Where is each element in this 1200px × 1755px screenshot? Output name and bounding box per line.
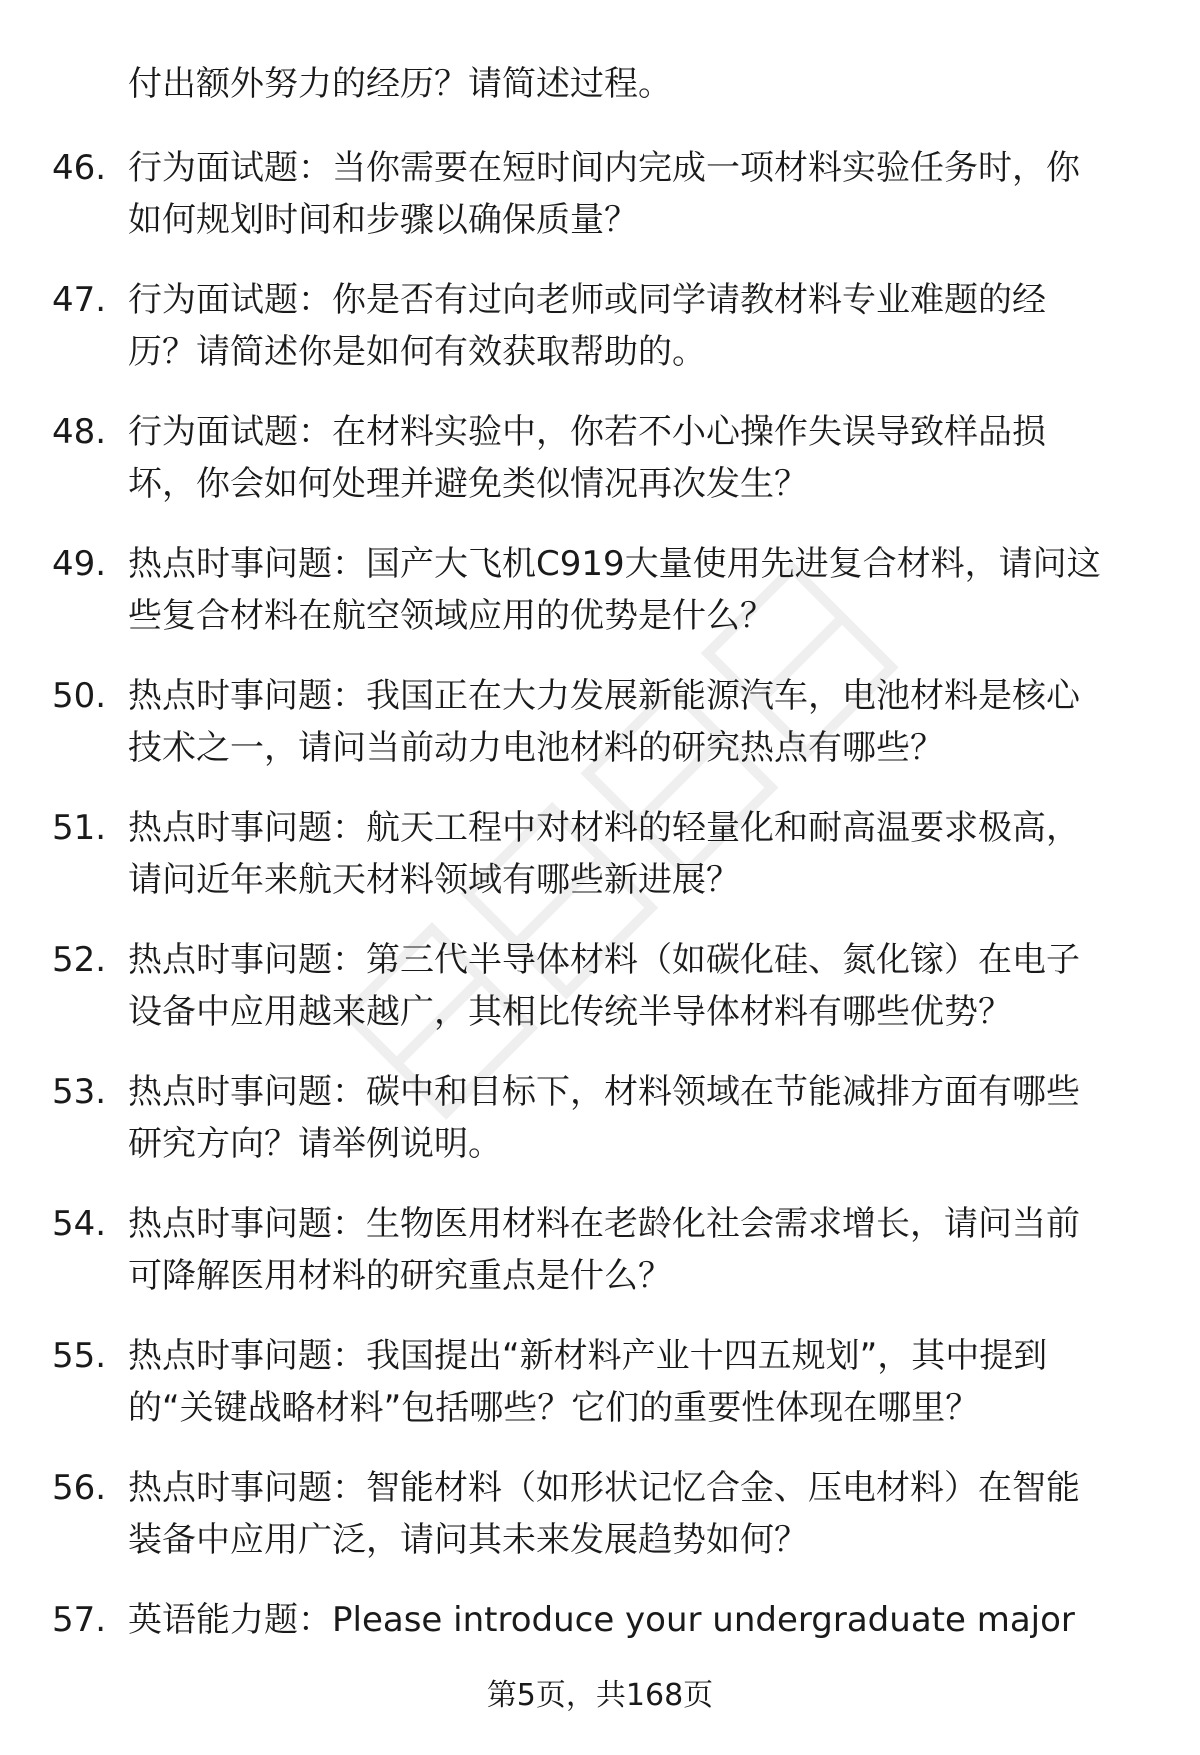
question-text-line: 热点时事问题：生物医用材料在老龄化社会需求增长，请问当前 (128, 1204, 1080, 1244)
question-number: 49. (52, 544, 107, 584)
question-text-line: 热点时事问题：国产大飞机C919大量使用先进复合材料，请问这 (128, 544, 1101, 584)
question-text-line: 装备中应用广泛，请问其未来发展趋势如何？ (128, 1520, 808, 1560)
question-text-line: 可降解医用材料的研究重点是什么？ (128, 1256, 672, 1296)
question-text-line: 设备中应用越来越广，其相比传统半导体材料有哪些优势？ (128, 992, 1012, 1032)
question-number: 57. (52, 1600, 107, 1640)
question-text-line: 技术之一，请问当前动力电池材料的研究热点有哪些？ (128, 728, 944, 768)
question-text-line: 的“关键战略材料”包括哪些？它们的重要性体现在哪里？ (128, 1388, 980, 1428)
question-continuation-text: 付出额外努力的经历？请简述过程。 (128, 64, 672, 104)
question-text-line: 热点时事问题：我国正在大力发展新能源汽车，电池材料是核心 (128, 676, 1080, 716)
question-item (0, 274, 1200, 406)
question-item (0, 802, 1200, 934)
question-number: 46. (52, 148, 107, 188)
question-number: 51. (52, 808, 107, 848)
question-text-line: 热点时事问题：第三代半导体材料（如碳化硅、氮化镓）在电子 (128, 940, 1080, 980)
question-text-line: 英语能力题：Please introduce your undergraduate major (128, 1600, 1075, 1640)
question-text-line: 行为面试题：你是否有过向老师或同学请教材料专业难题的经 (128, 280, 1046, 320)
page-footer: 第5页，共168页 (486, 1678, 714, 1713)
question-number: 52. (52, 940, 107, 980)
question-item (0, 406, 1200, 538)
question-text-line: 坏，你会如何处理并避免类似情况再次发生？ (128, 464, 808, 504)
question-item (0, 1066, 1200, 1198)
question-text-line: 请问近年来航天材料领域有哪些新进展？ (128, 860, 740, 900)
question-text-line: 热点时事问题：碳中和目标下，材料领域在节能减排方面有哪些 (128, 1072, 1080, 1112)
question-text-line: 些复合材料在航空领域应用的优势是什么？ (128, 596, 774, 636)
question-item (0, 670, 1200, 802)
question-text-line: 历？请简述你是如何有效获取帮助的。 (128, 332, 706, 372)
question-text-line: 如何规划时间和步骤以确保质量？ (128, 200, 638, 240)
question-item (0, 934, 1200, 1066)
question-text-line: 行为面试题：当你需要在短时间内完成一项材料实验任务时，你 (128, 148, 1080, 188)
question-number: 54. (52, 1204, 107, 1244)
question-number: 56. (52, 1468, 107, 1508)
question-number: 48. (52, 412, 107, 452)
question-item (0, 538, 1200, 670)
question-text-line: 热点时事问题：我国提出“新材料产业十四五规划”，其中提到 (128, 1336, 1048, 1376)
question-text-line: 研究方向？请举例说明。 (128, 1124, 502, 1164)
question-item (0, 1462, 1200, 1594)
question-number: 53. (52, 1072, 107, 1112)
question-item (0, 1198, 1200, 1330)
question-text-line: 行为面试题：在材料实验中，你若不小心操作失误导致样品损 (128, 412, 1046, 452)
question-item (0, 142, 1200, 274)
question-text-line: 热点时事问题：航天工程中对材料的轻量化和耐高温要求极高， (128, 808, 1080, 848)
question-number: 47. (52, 280, 107, 320)
question-number: 55. (52, 1336, 107, 1376)
question-list (0, 142, 1200, 1726)
question-number: 50. (52, 676, 107, 716)
question-text-line: 热点时事问题：智能材料（如形状记忆合金、压电材料）在智能 (128, 1468, 1080, 1508)
question-item (0, 1330, 1200, 1462)
